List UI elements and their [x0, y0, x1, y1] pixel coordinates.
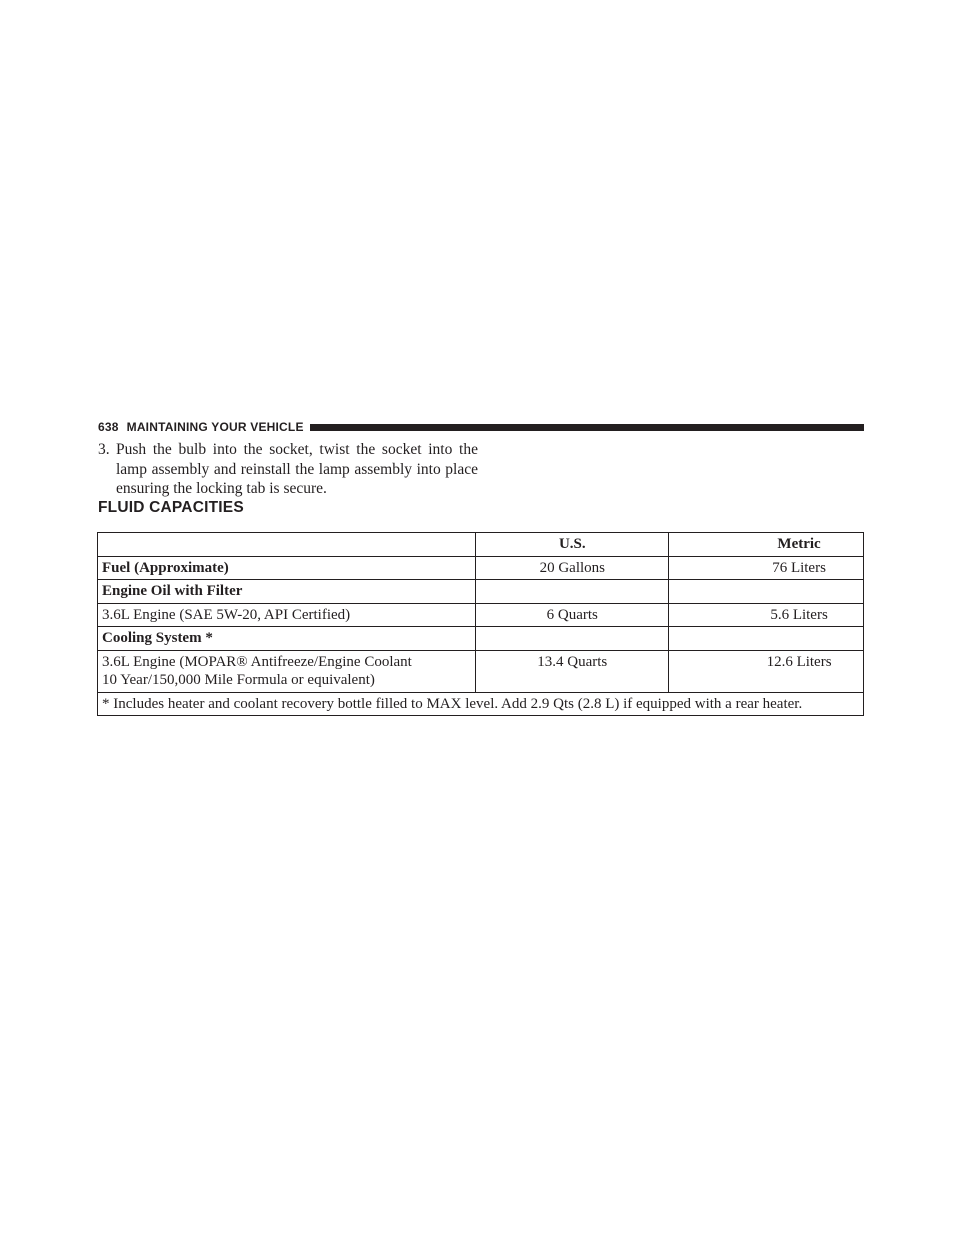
row-metric-value: [669, 627, 864, 651]
row-label-line: 3.6L Engine (MOPAR® Antifreeze/Engine Coolant: [102, 653, 412, 670]
section-title: MAINTAINING YOUR VEHICLE: [126, 420, 304, 434]
header-cell-blank: [98, 533, 476, 557]
row-metric-value: 76 Liters: [669, 556, 864, 580]
header-cell-metric: Metric: [669, 533, 864, 557]
row-us-value: 6 Quarts: [476, 603, 669, 627]
table-row: [98, 650, 864, 692]
row-label: Cooling System *: [98, 627, 476, 651]
table-row: [98, 627, 864, 651]
page-number: 638: [98, 420, 119, 434]
header-rule: [310, 424, 864, 431]
row-metric-value: 12.6 Liters: [669, 650, 864, 692]
instruction-step: [98, 440, 478, 499]
row-label: 3.6L Engine (SAE 5W-20, API Certified): [98, 603, 476, 627]
table-row: [98, 580, 864, 604]
row-us-value: 20 Gallons: [476, 556, 669, 580]
row-metric-value: 5.6 Liters: [669, 603, 864, 627]
page-header: [98, 418, 864, 436]
table-footnote-row: [98, 692, 864, 716]
table-header-row: [98, 533, 864, 557]
row-metric-value: [669, 580, 864, 604]
row-us-value: [476, 627, 669, 651]
row-label: Fuel (Approximate): [98, 556, 476, 580]
fluid-capacities-table: [97, 532, 864, 716]
section-heading: FLUID CAPACITIES: [98, 499, 244, 516]
table-row: [98, 603, 864, 627]
table-row: [98, 556, 864, 580]
row-us-value: [476, 580, 669, 604]
row-us-value: 13.4 Quarts: [476, 650, 669, 692]
row-label: [98, 650, 476, 692]
step-text: Push the bulb into the socket, twist the socket into the lamp assembly and reinstall the lamp assembly into place ensuring the locking tab is secure.: [116, 441, 478, 497]
table-footnote: * Includes heater and coolant recovery bottle filled to MAX level. Add 2.9 Qts (2.8 L) if equipped with a rear heater.: [98, 692, 864, 716]
header-cell-us: U.S.: [476, 533, 669, 557]
row-label: Engine Oil with Filter: [98, 580, 476, 604]
row-label-line: 10 Year/150,000 Mile Formula or equivalent): [102, 672, 375, 688]
step-number: 3.: [98, 441, 110, 458]
